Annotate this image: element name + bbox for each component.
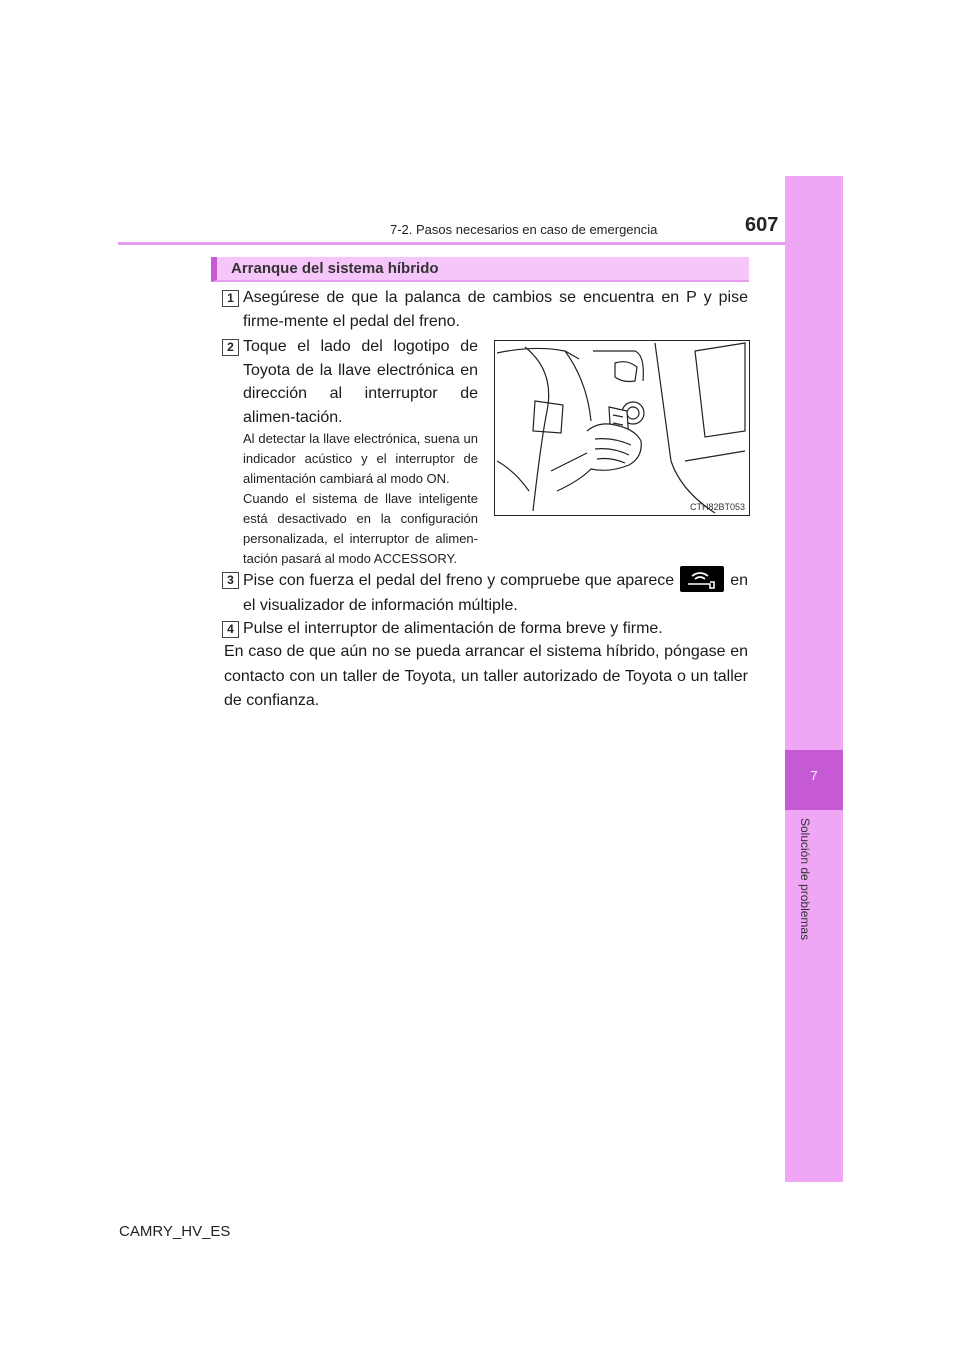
chapter-number: 7 [810,768,818,783]
step-2-note-2: Cuando el sistema de llave inteligente está desactivado en la configuración personalizada, el interruptor de alimen-tación pasará al modo ACCESSORY. [243,491,478,566]
step-number-3: 3 [222,572,239,589]
step-1-text: Asegúrese de que la palanca de cambios se encuentra en P y pise firme-mente el pedal del freno. [243,289,748,330]
step-number-4: 4 [222,621,239,638]
chapter-side-tab [785,176,843,1182]
section-title: Arranque del sistema híbrido [231,260,439,277]
section-heading-box [211,257,749,282]
step-3-text [243,568,748,618]
step-3-text-before: Pise con fuerza el pedal del freno y compruebe que aparece [243,572,675,590]
step-number-2: 2 [222,339,239,356]
step-number-1: 1 [222,290,239,307]
step-2-note-1: Al detectar la llave electrónica, suena un indicador acústico y el interruptor de alimentación cambiará al modo ON. [243,431,478,486]
header-rule [118,242,785,245]
chapter-title: Solución de problemas [798,818,812,941]
step-3-text-after: en el visualizador de información múltiple. [243,572,748,614]
hand-with-smart-key-illustration [494,340,750,516]
section-path: 7-2. Pasos necesarios en caso de emergencia [390,222,658,237]
step-2-text: Toque el lado del logotipo de Toyota de la llave electrónica en dirección al interruptor de alimen-tación. [243,338,478,426]
step-4-text: Pulse el interruptor de alimentación de forma breve y firme. [243,620,663,637]
closing-paragraph: En caso de que aún no se pueda arrancar el sistema híbrido, póngase en contacto con un taller de Toyota, un taller autorizado de Toyota o un taller de confianza. [224,643,748,709]
illustration-drawing [495,341,749,515]
page-number: 607 [745,214,779,236]
key-indicator-icon [680,566,724,592]
figure-code: CTH82BT053 [689,502,745,512]
model-code: CAMRY_HV_ES [119,1223,231,1240]
